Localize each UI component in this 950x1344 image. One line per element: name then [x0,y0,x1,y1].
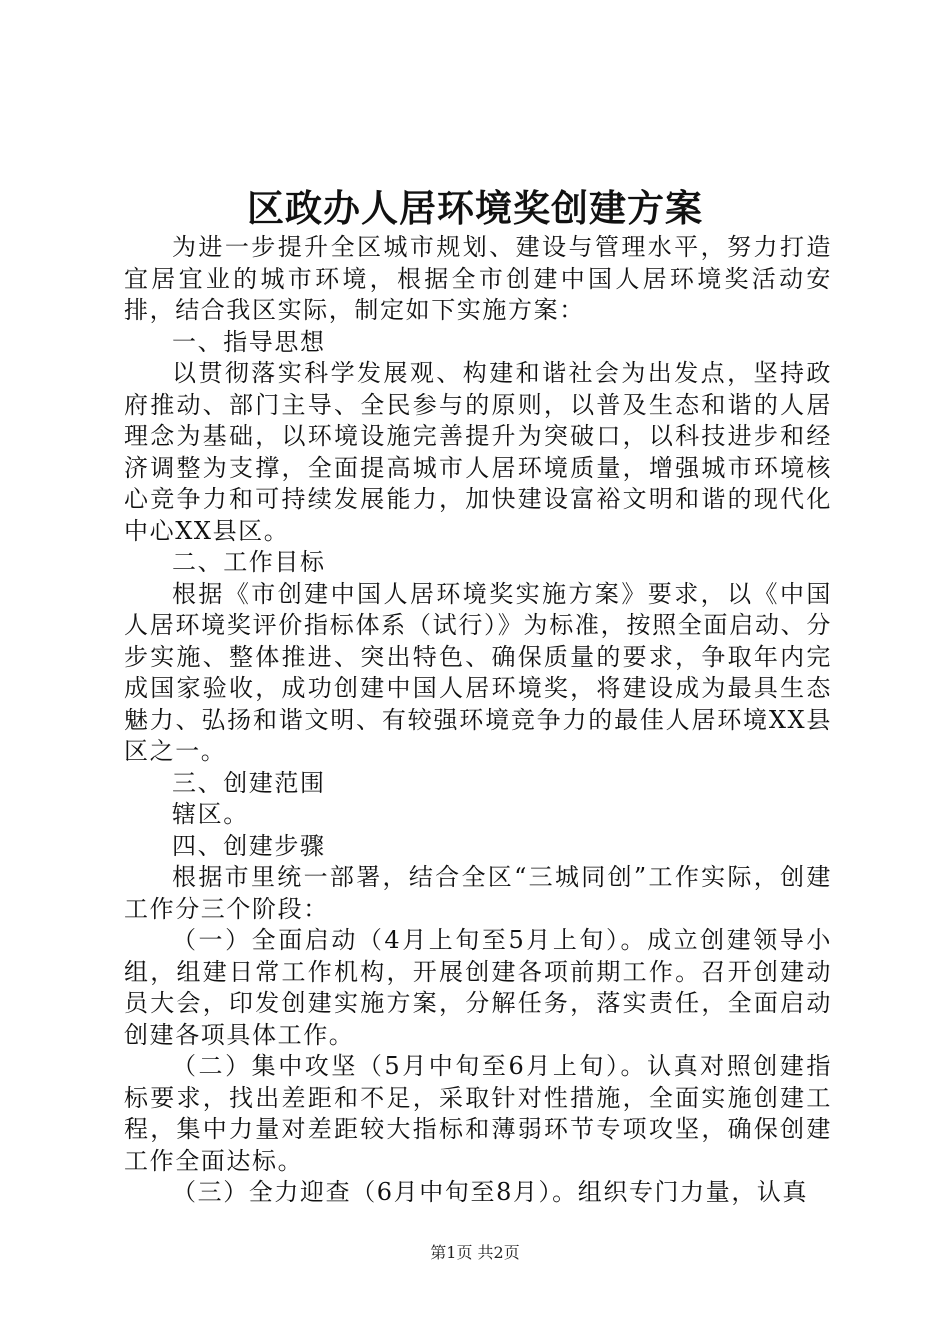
guiding-ideology-paragraph: 以贯彻落实科学发展观、构建和谐社会为出发点，坚持政府推动、部门主导、全民参与的原则，以普及生态和谐的人居理念为基础，以环境设施完善提升为突破口，以科技进步和经济调整为支撑，全面提高城市人居环境质量，增强城市环境核心竞争力和可持续发展能力，加快建设富裕文明和谐的现代化中心XX县区。 [124,359,832,545]
work-goals-paragraph: 根据《市创建中国人居环境奖实施方案》要求，以《中国人居环境奖评价指标体系（试行）》为标准，按照全面启动、分步实施、整体推进、突出特色、确保质量的要求，争取年内完成国家验收，成功创建中国人居环境奖，将建设成为最具生态魅力、弘扬和谐文明、有较强环境竞争力的最佳人居环境XX县区之一。 [124,579,832,765]
step-three-paragraph: （三）全力迎查（6月中旬至8月）。组织专门力量，认真 [172,1178,809,1206]
section-heading-work-goals: 二、工作目标 [172,548,326,576]
document-title: 区政办人居环境奖创建方案 [247,186,703,230]
step-two-paragraph: （二）集中攻坚（5月中旬至6月上旬）。认真对照创建指标要求，找出差距和不足，采取针对性措施，全面实施创建工程，集中力量对差距较大指标和薄弱环节专项攻坚，确保创建工作全面达标。 [124,1052,832,1175]
steps-intro-paragraph: 根据市里统一部署，结合全区“三城同创”工作实际，创建工作分三个阶段： [124,863,832,923]
document-body [124,232,832,1209]
section-heading-guiding-ideology: 一、指导思想 [172,327,326,356]
section-heading-steps: 四、创建步骤 [172,831,326,860]
section-heading-scope: 三、创建范围 [172,768,326,797]
step-one-paragraph: （一）全面启动（4月上旬至5月上旬）。成立创建领导小组，组建日常工作机构，开展创建各项前期工作。召开创建动员大会，印发创建实施方案，分解任务，落实责任，全面启动创建各项具体工作。 [124,926,832,1049]
page-number-footer: 第1页 共2页 [430,1243,520,1262]
scope-paragraph: 辖区。 [172,800,249,828]
intro-paragraph: 为进一步提升全区城市规划、建设与管理水平，努力打造宜居宜业的城市环境，根据全市创建中国人居环境奖活动安排，结合我区实际，制定如下实施方案： [124,233,832,324]
